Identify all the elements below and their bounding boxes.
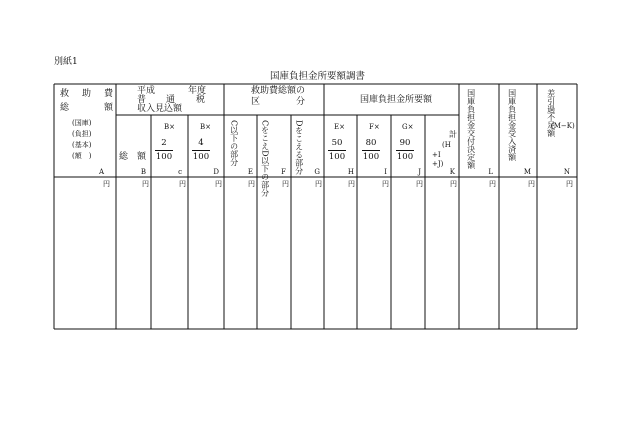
a-header-char-5: 額 bbox=[104, 103, 114, 113]
k-formula-2: +I bbox=[432, 151, 441, 159]
document-title: 国庫負担金所要額調書 bbox=[270, 71, 366, 82]
a-header-char-4: 総 bbox=[60, 103, 70, 113]
col-letter-g: G bbox=[314, 168, 320, 176]
d-denominator: 100 bbox=[192, 151, 210, 162]
c-numerator: 2 bbox=[155, 139, 173, 151]
d-numerator: 4 bbox=[192, 139, 210, 151]
n-formula: (M−K) bbox=[551, 122, 575, 130]
h-fraction bbox=[328, 139, 346, 161]
i-denominator: 100 bbox=[362, 151, 380, 162]
g-header: Dをこえる部分 bbox=[294, 120, 304, 175]
yen-unit-i: 円 bbox=[382, 180, 389, 188]
efg-header-bun: 分 bbox=[296, 97, 306, 107]
k-formula-1: (H bbox=[442, 141, 451, 149]
a-header-char-3: 費 bbox=[104, 89, 114, 99]
a-note-1: (国庫) bbox=[72, 119, 92, 127]
k-formula-3: +J) bbox=[432, 160, 444, 168]
h-prefix: E× bbox=[334, 123, 345, 131]
yen-unit-c: 円 bbox=[179, 180, 186, 188]
j-prefix: G× bbox=[402, 123, 414, 131]
bd-header-shunyu: 収入見込額 bbox=[137, 104, 183, 114]
yen-unit-a: 円 bbox=[103, 180, 110, 188]
h-denominator: 100 bbox=[328, 151, 346, 162]
col-letter-l: L bbox=[488, 168, 493, 176]
j-fraction bbox=[396, 139, 414, 161]
yen-unit-g: 円 bbox=[315, 180, 322, 188]
yen-unit-k: 円 bbox=[450, 180, 457, 188]
yen-unit-j: 円 bbox=[416, 180, 423, 188]
i-prefix: F× bbox=[369, 123, 380, 131]
col-letter-h: H bbox=[347, 168, 354, 176]
col-letter-k: K bbox=[449, 168, 455, 176]
efg-header-line1: 救助費総額の bbox=[251, 86, 306, 96]
j-numerator: 90 bbox=[396, 139, 414, 151]
yen-unit-n: 円 bbox=[566, 180, 573, 188]
hk-header: 国庫負担金所要額 bbox=[360, 95, 433, 105]
yen-unit-h: 円 bbox=[348, 180, 355, 188]
bd-header-nendo: 年度 bbox=[188, 86, 207, 96]
d-prefix: B× bbox=[200, 123, 212, 131]
c-fraction bbox=[155, 139, 173, 161]
a-header-char-2: 助 bbox=[82, 89, 92, 99]
col-letter-c: c bbox=[178, 168, 182, 176]
col-letter-d: D bbox=[213, 168, 219, 176]
a-note-3: (基本) bbox=[72, 141, 92, 149]
i-numerator: 80 bbox=[362, 139, 380, 151]
b-total-label: 総 額 bbox=[119, 152, 147, 162]
h-numerator: 50 bbox=[328, 139, 346, 151]
c-denominator: 100 bbox=[155, 151, 173, 162]
bd-header-zei: 税 bbox=[196, 95, 206, 105]
col-letter-a: A bbox=[98, 168, 104, 176]
a-note-4: (額 ) bbox=[72, 152, 92, 160]
page-label: 別紙1 bbox=[54, 57, 78, 67]
a-note-2: (負担) bbox=[72, 130, 92, 138]
f-header: CをこえD以下の部分 bbox=[260, 120, 270, 197]
col-letter-e: E bbox=[247, 168, 253, 176]
n-header: 差引過不足額 bbox=[546, 89, 556, 137]
m-header: 国庫負担金受入済額 bbox=[507, 89, 517, 161]
yen-unit-b: 円 bbox=[142, 180, 149, 188]
d-fraction bbox=[192, 139, 210, 161]
yen-unit-e: 円 bbox=[248, 180, 255, 188]
col-letter-j: J bbox=[418, 168, 421, 176]
i-fraction bbox=[362, 139, 380, 161]
col-letter-f: F bbox=[281, 168, 286, 176]
col-letter-b: B bbox=[140, 168, 146, 176]
yen-unit-d: 円 bbox=[215, 180, 222, 188]
col-letter-i: I bbox=[384, 168, 387, 176]
yen-unit-f: 円 bbox=[282, 180, 289, 188]
c-prefix: B× bbox=[164, 123, 176, 131]
col-letter-n: N bbox=[563, 168, 570, 176]
efg-header-ku: 区 bbox=[251, 97, 261, 107]
l-header: 国庫負担金交付決定額 bbox=[466, 89, 476, 169]
a-header-char-1: 救 bbox=[60, 89, 70, 99]
bd-header-heisei: 平成 bbox=[137, 86, 156, 96]
yen-unit-m: 円 bbox=[528, 180, 535, 188]
yen-unit-l: 円 bbox=[489, 180, 496, 188]
e-header: C以下の部分 bbox=[229, 120, 239, 167]
j-denominator: 100 bbox=[396, 151, 414, 162]
bd-header-fu: 普 bbox=[137, 95, 147, 105]
col-letter-m: M bbox=[523, 168, 531, 176]
k-header: 計 bbox=[449, 130, 457, 139]
bd-header-tsu: 通 bbox=[166, 95, 176, 105]
